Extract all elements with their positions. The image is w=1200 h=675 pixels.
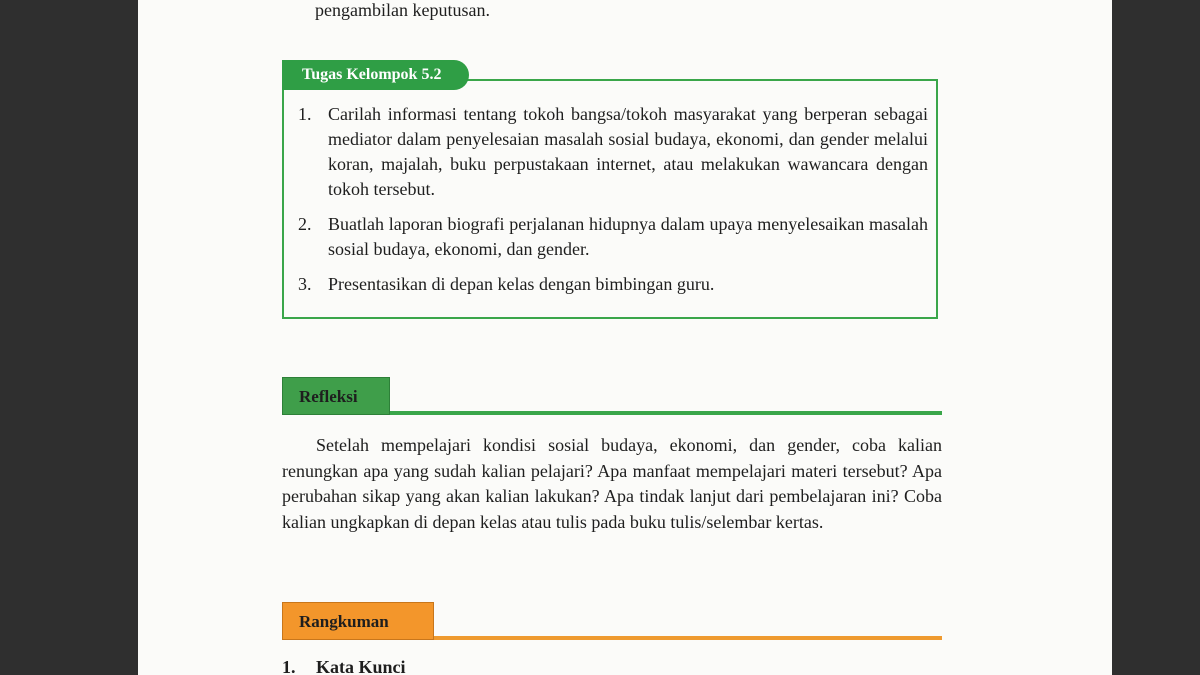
- kata-kunci-title: Kata Kunci: [316, 657, 406, 675]
- task-item: [298, 272, 928, 297]
- previous-paragraph-tail: pengambilan keputusan.: [315, 0, 490, 20]
- task-tab-label: Tugas Kelompok 5.2: [282, 60, 469, 90]
- task-item-text: Buatlah laporan biografi perjalanan hidupnya dalam upaya menyelesaikan masalah sosial budaya, ekonomi, dan gender.: [328, 214, 928, 259]
- task-item: [298, 212, 928, 262]
- kata-kunci-number: 1.: [282, 657, 296, 675]
- rangkuman-title: Rangkuman: [282, 602, 434, 640]
- task-item-text: Carilah informasi tentang tokoh bangsa/tokoh masyarakat yang berperan sebagai mediator dalam penyelesaian masalah sosial budaya, ekonomi, dan gender melalui koran, majalah, buku perpustakaan internet, atau melakukan wawancara dengan tokoh tersebut.: [328, 104, 928, 199]
- task-item-number: 2.: [298, 214, 312, 234]
- task-item: [298, 102, 928, 202]
- kata-kunci-heading: [282, 655, 406, 675]
- refleksi-title: Refleksi: [282, 377, 390, 415]
- rangkuman-header: [282, 600, 942, 640]
- task-item-number: 3.: [298, 274, 312, 294]
- task-item-number: 1.: [298, 104, 312, 124]
- task-item-text: Presentasikan di depan kelas dengan bimbingan guru.: [328, 274, 715, 294]
- refleksi-paragraph: Setelah mempelajari kondisi sosial budaya, ekonomi, dan gender, coba kalian renungkan apa yang sudah kalian pelajari? Apa manfaat mempelajari materi tersebut? Apa perubahan sikap yang akan kalian lakukan? Apa tindak lanjut dari pembelajaran ini? Coba kalian ungkapkan di depan kelas atau tulis pada buku tulis/selembar kertas.: [282, 435, 942, 532]
- document-page: [138, 0, 1112, 675]
- task-list: [298, 102, 928, 307]
- refleksi-header: [282, 375, 942, 415]
